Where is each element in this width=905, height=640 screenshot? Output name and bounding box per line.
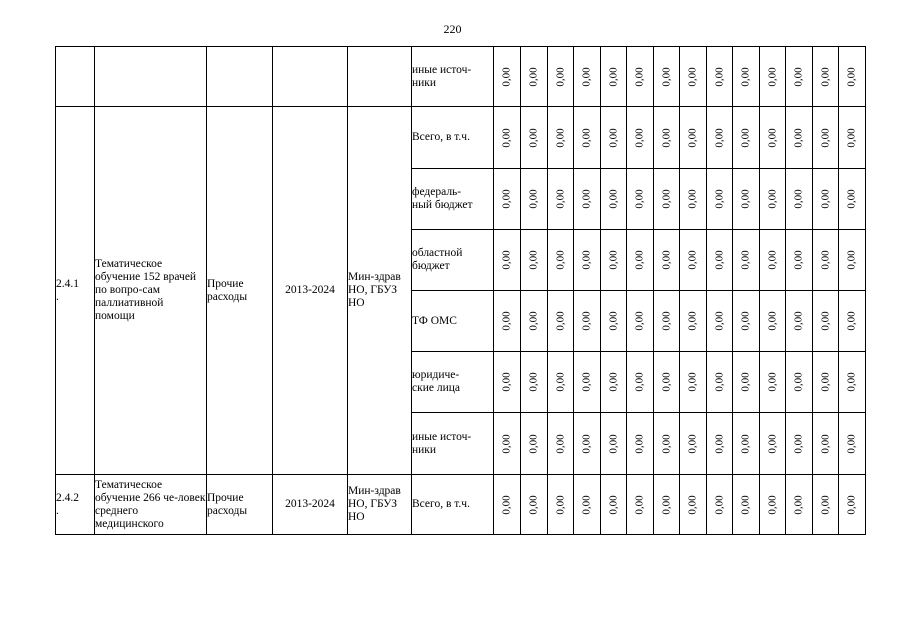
- value-text: 0,00: [607, 433, 619, 454]
- table-row: [56, 107, 866, 169]
- value-cell: [760, 291, 786, 352]
- funding-source-cell: иные источ- ники: [412, 413, 494, 475]
- value-text: 0,00: [686, 433, 699, 454]
- value-text: 0,00: [739, 372, 752, 392]
- value-text: 0,00: [633, 127, 646, 148]
- value-text: 0,00: [580, 311, 593, 331]
- value-cell: [654, 169, 680, 230]
- value-cell: [494, 47, 521, 107]
- value-text: 0,00: [713, 250, 725, 270]
- value-cell: [786, 107, 813, 169]
- value-cell: [521, 230, 548, 291]
- value-cell: [574, 291, 601, 352]
- value-cell: [654, 47, 680, 107]
- value-text: 0,00: [633, 494, 646, 515]
- value-cell: [839, 47, 866, 107]
- value-text: 0,00: [580, 250, 593, 270]
- value-text: 0,00: [527, 250, 540, 270]
- value-cell: [627, 413, 654, 475]
- value-cell: [494, 169, 521, 230]
- funding-source-cell: ТФ ОМС: [412, 291, 494, 352]
- value-text: 0,00: [500, 127, 513, 148]
- value-text: 0,00: [792, 494, 805, 515]
- row-number-cell: [56, 47, 95, 107]
- value-text: 0,00: [713, 66, 725, 87]
- value-text: 0,00: [554, 433, 566, 454]
- value-cell: [839, 169, 866, 230]
- funding-source-cell: Всего, в т.ч.: [412, 107, 494, 169]
- value-cell: [627, 230, 654, 291]
- value-text: 0,00: [739, 433, 752, 454]
- value-cell: [574, 169, 601, 230]
- value-cell: [813, 413, 839, 475]
- value-cell: [680, 47, 707, 107]
- value-text: 0,00: [500, 372, 513, 392]
- value-text: 0,00: [580, 189, 593, 209]
- activity-name-cell: Тематическое обучение 152 врачей по вопро-сам паллиативной помощи: [95, 107, 207, 475]
- funding-source-cell: федераль- ный бюджет: [412, 169, 494, 230]
- value-cell: [548, 107, 574, 169]
- table-body: [56, 47, 866, 535]
- value-cell: [548, 352, 574, 413]
- value-cell: [574, 230, 601, 291]
- value-text: 0,00: [633, 250, 646, 270]
- value-cell: [839, 230, 866, 291]
- value-text: 0,00: [660, 372, 672, 392]
- value-text: 0,00: [845, 189, 858, 209]
- value-text: 0,00: [713, 311, 725, 331]
- value-cell: [760, 47, 786, 107]
- value-cell: [813, 169, 839, 230]
- value-cell: [680, 475, 707, 535]
- activity-name-cell: Тематическое обучение 266 че-ловек среднего медицинского: [95, 475, 207, 535]
- value-cell: [733, 413, 760, 475]
- value-text: 0,00: [554, 494, 566, 515]
- value-cell: [786, 47, 813, 107]
- value-cell: [733, 107, 760, 169]
- value-cell: [494, 413, 521, 475]
- value-text: 0,00: [527, 127, 540, 148]
- value-cell: [786, 230, 813, 291]
- value-text: 0,00: [739, 311, 752, 331]
- value-text: 0,00: [633, 372, 646, 392]
- value-cell: [548, 413, 574, 475]
- value-text: 0,00: [845, 66, 858, 87]
- value-text: 0,00: [580, 66, 593, 87]
- value-text: 0,00: [845, 127, 858, 148]
- value-cell: [839, 352, 866, 413]
- value-text: 0,00: [845, 311, 858, 331]
- value-text: 0,00: [739, 494, 752, 515]
- value-text: 0,00: [739, 66, 752, 87]
- page-number: 220: [443, 22, 462, 36]
- value-cell: [574, 475, 601, 535]
- value-cell: [760, 352, 786, 413]
- value-cell: [813, 47, 839, 107]
- value-text: 0,00: [819, 311, 831, 331]
- value-cell: [786, 169, 813, 230]
- value-text: 0,00: [713, 372, 725, 392]
- value-cell: [521, 291, 548, 352]
- value-text: 0,00: [580, 494, 593, 515]
- value-text: 0,00: [607, 250, 619, 270]
- value-text: 0,00: [554, 311, 566, 331]
- value-cell: [733, 291, 760, 352]
- value-text: 0,00: [580, 127, 593, 148]
- value-cell: [786, 352, 813, 413]
- value-text: 0,00: [554, 66, 566, 87]
- value-text: 0,00: [633, 189, 646, 209]
- value-text: 0,00: [792, 433, 805, 454]
- value-cell: [574, 107, 601, 169]
- value-cell: [601, 291, 627, 352]
- value-cell: [627, 352, 654, 413]
- funding-source-cell: иные источ- ники: [412, 47, 494, 107]
- value-text: 0,00: [527, 189, 540, 209]
- value-text: 0,00: [686, 250, 699, 270]
- value-cell: [548, 230, 574, 291]
- value-cell: [680, 107, 707, 169]
- value-text: 0,00: [845, 250, 858, 270]
- value-text: 0,00: [792, 189, 805, 209]
- value-text: 0,00: [633, 433, 646, 454]
- expense-type-cell: Прочие расходы: [207, 475, 273, 535]
- value-cell: [494, 230, 521, 291]
- value-text: 0,00: [686, 127, 699, 148]
- value-cell: [494, 352, 521, 413]
- value-cell: [707, 47, 733, 107]
- executor-cell: [348, 47, 412, 107]
- value-cell: [574, 352, 601, 413]
- value-cell: [627, 291, 654, 352]
- value-cell: [548, 47, 574, 107]
- value-text: 0,00: [713, 494, 725, 515]
- value-text: 0,00: [792, 127, 805, 148]
- value-cell: [839, 475, 866, 535]
- value-text: 0,00: [527, 372, 540, 392]
- value-cell: [786, 475, 813, 535]
- value-cell: [680, 169, 707, 230]
- expense-type-cell: Прочие расходы: [207, 107, 273, 475]
- value-text: 0,00: [686, 66, 699, 87]
- executor-cell: Мин-здрав НО, ГБУЗ НО: [348, 107, 412, 475]
- value-cell: [839, 291, 866, 352]
- value-cell: [707, 352, 733, 413]
- value-text: 0,00: [766, 66, 778, 87]
- value-cell: [601, 230, 627, 291]
- value-cell: [707, 413, 733, 475]
- value-cell: [627, 475, 654, 535]
- value-cell: [601, 169, 627, 230]
- value-cell: [627, 107, 654, 169]
- expense-type-cell: [207, 47, 273, 107]
- value-text: 0,00: [660, 250, 672, 270]
- value-text: 0,00: [607, 189, 619, 209]
- value-cell: [494, 107, 521, 169]
- value-cell: [813, 107, 839, 169]
- value-text: 0,00: [819, 372, 831, 392]
- value-cell: [601, 475, 627, 535]
- value-cell: [733, 352, 760, 413]
- value-cell: [601, 352, 627, 413]
- value-cell: [680, 352, 707, 413]
- table-row: [56, 475, 866, 535]
- value-cell: [839, 413, 866, 475]
- value-text: 0,00: [500, 311, 513, 331]
- value-cell: [786, 413, 813, 475]
- value-text: 0,00: [607, 372, 619, 392]
- value-cell: [601, 413, 627, 475]
- value-text: 0,00: [845, 494, 858, 515]
- funding-source-cell: Всего, в т.ч.: [412, 475, 494, 535]
- value-cell: [548, 291, 574, 352]
- value-text: 0,00: [739, 189, 752, 209]
- value-text: 0,00: [527, 66, 540, 87]
- value-cell: [521, 475, 548, 535]
- value-cell: [760, 475, 786, 535]
- value-cell: [654, 475, 680, 535]
- value-text: 0,00: [554, 189, 566, 209]
- value-text: 0,00: [766, 372, 778, 392]
- value-cell: [574, 413, 601, 475]
- value-text: 0,00: [792, 311, 805, 331]
- value-text: 0,00: [713, 189, 725, 209]
- value-text: 0,00: [660, 189, 672, 209]
- value-text: 0,00: [766, 311, 778, 331]
- value-cell: [680, 230, 707, 291]
- value-text: 0,00: [819, 189, 831, 209]
- value-cell: [760, 107, 786, 169]
- value-cell: [707, 169, 733, 230]
- value-text: 0,00: [766, 494, 778, 515]
- value-cell: [521, 47, 548, 107]
- value-cell: [548, 475, 574, 535]
- period-cell: [273, 47, 348, 107]
- value-text: 0,00: [607, 311, 619, 331]
- budget-table: [55, 46, 866, 535]
- value-cell: [574, 47, 601, 107]
- value-text: 0,00: [500, 250, 513, 270]
- funding-source-cell: областной бюджет: [412, 230, 494, 291]
- value-cell: [707, 291, 733, 352]
- value-cell: [760, 169, 786, 230]
- value-text: 0,00: [607, 494, 619, 515]
- value-text: 0,00: [580, 433, 593, 454]
- value-text: 0,00: [580, 372, 593, 392]
- value-cell: [813, 291, 839, 352]
- value-cell: [733, 230, 760, 291]
- value-text: 0,00: [607, 127, 619, 148]
- value-text: 0,00: [633, 311, 646, 331]
- value-cell: [813, 230, 839, 291]
- value-text: 0,00: [607, 66, 619, 87]
- value-text: 0,00: [500, 189, 513, 209]
- value-text: 0,00: [845, 372, 858, 392]
- value-text: 0,00: [500, 494, 513, 515]
- value-text: 0,00: [819, 433, 831, 454]
- value-cell: [654, 352, 680, 413]
- value-text: 0,00: [554, 372, 566, 392]
- value-cell: [627, 169, 654, 230]
- value-text: 0,00: [713, 127, 725, 148]
- value-cell: [733, 475, 760, 535]
- value-cell: [733, 169, 760, 230]
- value-text: 0,00: [819, 250, 831, 270]
- funding-source-cell: юридиче- ские лица: [412, 352, 494, 413]
- value-cell: [521, 413, 548, 475]
- value-text: 0,00: [819, 127, 831, 148]
- executor-cell: Мин-здрав НО, ГБУЗ НО: [348, 475, 412, 535]
- value-cell: [654, 413, 680, 475]
- value-cell: [733, 47, 760, 107]
- value-cell: [680, 413, 707, 475]
- value-text: 0,00: [713, 433, 725, 454]
- value-text: 0,00: [500, 66, 513, 87]
- value-text: 0,00: [660, 66, 672, 87]
- value-text: 0,00: [792, 372, 805, 392]
- value-text: 0,00: [792, 250, 805, 270]
- value-text: 0,00: [819, 66, 831, 87]
- value-text: 0,00: [527, 311, 540, 331]
- value-text: 0,00: [739, 250, 752, 270]
- value-text: 0,00: [686, 372, 699, 392]
- table-row: [56, 47, 866, 107]
- value-text: 0,00: [686, 189, 699, 209]
- value-cell: [548, 169, 574, 230]
- period-cell: 2013-2024: [273, 107, 348, 475]
- value-text: 0,00: [500, 433, 513, 454]
- value-text: 0,00: [819, 494, 831, 515]
- value-cell: [494, 291, 521, 352]
- row-number-cell: 2.4.2 .: [56, 475, 95, 535]
- value-text: 0,00: [660, 311, 672, 331]
- value-cell: [707, 475, 733, 535]
- value-text: 0,00: [527, 494, 540, 515]
- activity-name-cell: [95, 47, 207, 107]
- value-text: 0,00: [660, 127, 672, 148]
- value-text: 0,00: [686, 311, 699, 331]
- value-text: 0,00: [766, 127, 778, 148]
- value-cell: [601, 107, 627, 169]
- value-cell: [494, 475, 521, 535]
- value-cell: [521, 107, 548, 169]
- value-text: 0,00: [845, 433, 858, 454]
- value-text: 0,00: [554, 127, 566, 148]
- value-text: 0,00: [660, 433, 672, 454]
- value-text: 0,00: [739, 127, 752, 148]
- value-cell: [707, 230, 733, 291]
- value-cell: [654, 107, 680, 169]
- value-text: 0,00: [766, 433, 778, 454]
- value-cell: [839, 107, 866, 169]
- value-text: 0,00: [686, 494, 699, 515]
- value-cell: [654, 291, 680, 352]
- value-cell: [654, 230, 680, 291]
- value-cell: [813, 352, 839, 413]
- value-cell: [760, 413, 786, 475]
- row-number-cell: 2.4.1 .: [56, 107, 95, 475]
- value-text: 0,00: [554, 250, 566, 270]
- period-cell: 2013-2024: [273, 475, 348, 535]
- value-cell: [601, 47, 627, 107]
- value-text: 0,00: [766, 189, 778, 209]
- value-cell: [813, 475, 839, 535]
- value-cell: [680, 291, 707, 352]
- value-cell: [627, 47, 654, 107]
- value-text: 0,00: [766, 250, 778, 270]
- value-text: 0,00: [527, 433, 540, 454]
- value-cell: [707, 107, 733, 169]
- value-cell: [521, 169, 548, 230]
- value-text: 0,00: [792, 66, 805, 87]
- value-cell: [786, 291, 813, 352]
- value-cell: [760, 230, 786, 291]
- value-text: 0,00: [633, 66, 646, 87]
- value-cell: [521, 352, 548, 413]
- value-text: 0,00: [660, 494, 672, 515]
